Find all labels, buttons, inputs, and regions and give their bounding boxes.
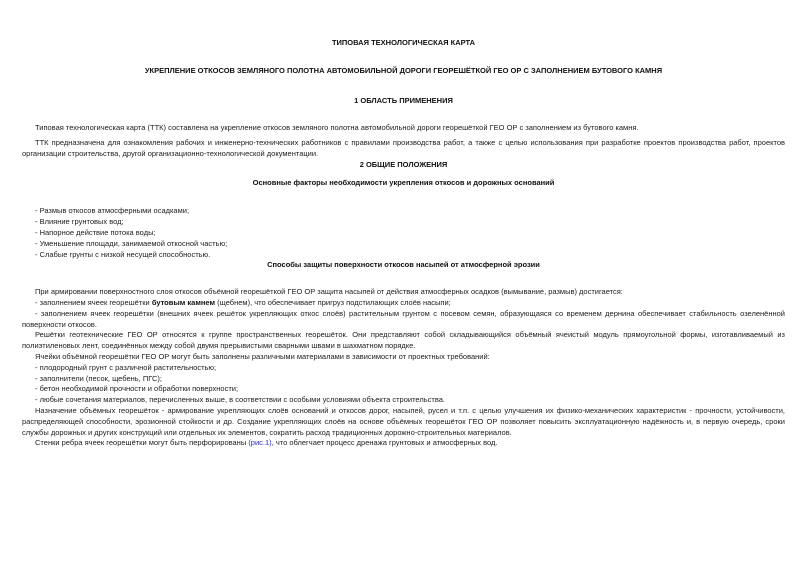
factors-list [22,206,785,260]
list-item-weak-soil: - Слабые грунты с низкой несущей способностью. [35,249,211,259]
list-item-aggregates: - заполнители (песок, щебень, ПГС); [35,373,162,383]
section-1-heading: 1 ОБЛАСТЬ ПРИМЕНЕНИЯ [354,95,453,105]
paragraph-cells-fill-intro: Ячейки объёмной георешётки ГЕО ОР могут быть заполнены различными материалами в зависимости от проектных требований: [35,351,490,361]
list-item-erosion: - Размыв откосов атмосферными осадками; [35,206,190,216]
section-2-heading: 2 ОБЩИЕ ПОЛОЖЕНИЯ [359,159,448,169]
list-item-water-flow: - Напорное действие потока воды; [35,227,156,237]
paragraph-geogrid-purpose: Назначение объёмных георешёток - армирование укрепляющих слоёв оснований и откосов дорог, насыпей, русел и т.п. с целью улучшения их физико-механических характеристик - прочности, устойчивости, распределяющей способности, эрозионной стойкости и др. Создание укрепляющих слоёв на основе объёмных георешёток ГЕО ОР позволяет повысить эксплуатационную надёжность и, в первую очередь, сроки службы дорожных и других конструкций или отдельных их элементов, сократить расход традиционных дорожно-строительных материалов. [22,405,785,437]
doc-main-title: УКРЕПЛЕНИЕ ОТКОСОВ ЗЕМЛЯНОГО ПОЛОТНА АВТОМОБИЛЬНОЙ ДОРОГИ ГЕОРЕШЁТКОЙ ГЕО ОР С ЗАПОЛНЕНИЕМ БУТОВОГО КАМНЯ [144,65,663,75]
list-item-groundwater: - Влияние грунтовых вод; [35,217,124,227]
list-item-text: (щебнем), что обеспечивает пригруз подстилающих слоёв насыпи; [215,297,451,307]
paragraph-reinforcement: При армировании поверхностного слоя откосов объёмной георешёткой ГЕО ОР защита насыпей от действия атмосферных осадков (вымывание, размыв) достигается: [35,287,623,297]
doc-type-title: ТИПОВАЯ ТЕХНОЛОГИЧЕСКАЯ КАРТА [331,38,476,47]
paragraph-perforation [22,438,785,449]
list-item-concrete: - бетон необходимой прочности и обработки поверхности; [35,384,239,394]
fig1-link[interactable]: (рис.1) [248,438,272,448]
paragraph-ttk-purpose: ТТК предназначена для ознакомления рабочих и инженерно-технических работников с правилами производства работ, а также с целью использования при разработке проектов производства работ, проектов организации строительства, другой организационно-технологической документации. [22,138,785,158]
paragraph-geogrid-description: Решётки геотехнические ГЕО ОР относятся к группе пространственных георешёток. Они представляют собой складывающийся объёмный ячеистый модуль прямоугольной формы, изготавливаемый из полиэтиленовых лент, соединённых между собой двумя прерывистыми сварными швами в шахматном порядке. [22,330,785,351]
list-item-combinations: - любые сочетания материалов, перечисленных выше, в соответствии с особыми условиями объекта строительства. [35,395,445,405]
paragraph-text: Стенки ребра ячеек георешётки могут быть перфорированы [35,438,249,448]
list-item-fertile-soil: - плодородный грунт с различной растительностью; [35,362,217,372]
subheading-factors: Основные факторы необходимости укрепления откосов и дорожных оснований [252,177,555,187]
fillers-list [22,363,785,406]
paragraph-text: , что облегчает процесс дренажа грунтовых и атмосферных вод. [271,438,498,448]
list-item-soil-fill: - заполнением ячеек георешётки (внешних ячеек решёток укрепляющих откос слоёв) растительным грунтом с посевом семян, образующаяся со временем дернина обеспечивает стабильность озеленённой поверхности откосов. [22,308,785,329]
list-item-stone-fill [22,298,785,309]
paragraph-ttk-scope: Типовая технологическая карта (ТТК) составлена на укрепление откосов земляного полотна автомобильной дороги георешёткой ГЕО ОР с заполнением из бутового камня. [35,123,639,133]
list-item-text: - заполнением ячеек георешётки [35,297,152,307]
subheading-protection-methods: Способы защиты поверхности откосов насыпей от атмосферной эрозии [267,260,540,270]
stone-fill-bold-text: бутовым камнем [151,297,216,307]
list-item-area-reduction: - Уменьшение площади, занимаемой откосной частью; [35,238,228,248]
